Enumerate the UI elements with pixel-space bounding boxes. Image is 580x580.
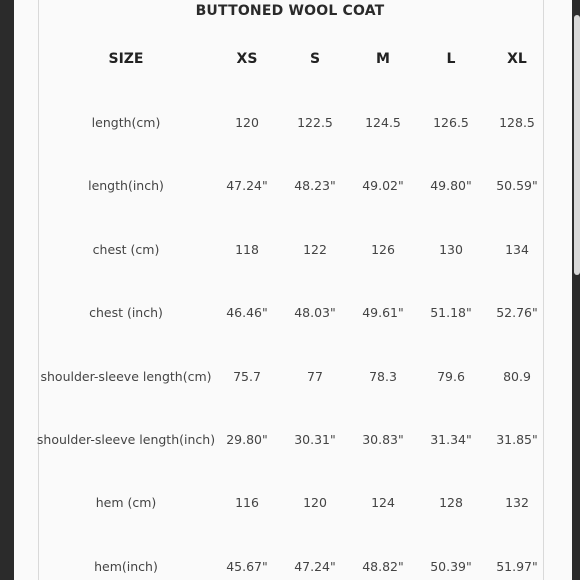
table-cell: 124.5: [365, 115, 401, 130]
table-cell: 79.6: [437, 369, 465, 384]
table-cell: 29.80": [226, 432, 268, 447]
table-cell: 48.03": [294, 305, 336, 320]
table-cell: 122.5: [297, 115, 333, 130]
chart-title: BUTTONED WOOL COAT: [195, 3, 385, 19]
header-s: S: [309, 51, 321, 67]
row-label: chest (inch): [89, 305, 163, 320]
row-label: length(inch): [88, 178, 164, 193]
table-cell: 118: [235, 242, 259, 257]
header-xl: XL: [507, 51, 527, 67]
table-cell: 31.34": [430, 432, 472, 447]
table-cell: 46.46": [226, 305, 268, 320]
header-m: M: [376, 51, 390, 67]
table-cell: 31.85": [496, 432, 538, 447]
row-label: hem (cm): [95, 495, 157, 510]
table-cell: 75.7: [233, 369, 261, 384]
table-cell: 50.39": [430, 559, 472, 574]
table-cell: 126.5: [433, 115, 469, 130]
table-cell: 132: [505, 495, 529, 510]
table-cell: 77: [307, 369, 323, 384]
row-label: shoulder-sleeve length(inch): [36, 432, 216, 447]
table-cell: 30.83": [362, 432, 404, 447]
table-cell: 120: [235, 115, 259, 130]
header-xs: XS: [236, 51, 258, 67]
row-label: chest (cm): [92, 242, 160, 257]
header-l: L: [446, 51, 456, 67]
table-cell: 116: [235, 495, 259, 510]
table-cell: 49.02": [362, 178, 404, 193]
table-cell: 45.67": [226, 559, 268, 574]
table-cell: 52.76": [496, 305, 538, 320]
header-size: SIZE: [108, 51, 144, 67]
table-cell: 47.24": [294, 559, 336, 574]
table-cell: 30.31": [294, 432, 336, 447]
table-cell: 78.3: [369, 369, 397, 384]
table-cell: 130: [439, 242, 463, 257]
table-cell: 49.61": [362, 305, 404, 320]
row-label: shoulder-sleeve length(cm): [40, 369, 212, 384]
table-cell: 51.97": [496, 559, 538, 574]
row-label: hem(inch): [94, 559, 158, 574]
table-cell: 47.24": [226, 178, 268, 193]
table-cell: 49.80": [430, 178, 472, 193]
table-cell: 124: [371, 495, 395, 510]
scrollbar-thumb[interactable]: [574, 15, 580, 275]
row-label: length(cm): [91, 115, 161, 130]
table-cell: 134: [505, 242, 529, 257]
table-cell: 48.82": [362, 559, 404, 574]
table-cell: 51.18": [430, 305, 472, 320]
table-cell: 128: [439, 495, 463, 510]
table-cell: 48.23": [294, 178, 336, 193]
table-cell: 80.9: [503, 369, 531, 384]
table-cell: 122: [303, 242, 327, 257]
table-cell: 128.5: [499, 115, 535, 130]
table-cell: 120: [303, 495, 327, 510]
table-cell: 126: [371, 242, 395, 257]
table-cell: 50.59": [496, 178, 538, 193]
